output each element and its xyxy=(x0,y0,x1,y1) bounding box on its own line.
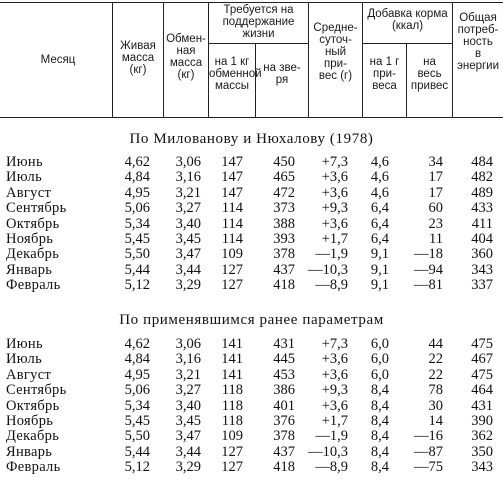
header-maintenance-line: Требуется на xyxy=(223,4,294,16)
cell-per-kg: 147 xyxy=(221,154,243,170)
header-per-total-gain-line: привес xyxy=(410,80,449,92)
table-row xyxy=(0,352,503,367)
cell-per-kg: 141 xyxy=(221,351,243,367)
header-per-kg-metabolic-line: массы xyxy=(214,80,250,92)
cell-total-need: 343 xyxy=(471,459,493,475)
cell-metabolic-mass: 3,06 xyxy=(175,154,201,170)
cell-month: Январь xyxy=(6,262,53,278)
header-metabolic-mass xyxy=(164,33,208,81)
cell-per-animal: 388 xyxy=(273,216,295,232)
cell-live-mass: 4,95 xyxy=(124,367,150,383)
cell-live-mass: 5,50 xyxy=(124,428,150,444)
cell-month: Июль xyxy=(6,169,42,185)
cell-total-need: 475 xyxy=(471,367,493,383)
cell-live-mass: 4,84 xyxy=(124,169,150,185)
cell-metabolic-mass: 3,45 xyxy=(175,231,201,247)
table-row xyxy=(0,460,503,475)
cell-per-total-gain: 23 xyxy=(428,216,443,232)
table-row xyxy=(0,247,503,262)
cell-daily-gain: +3,6 xyxy=(321,185,348,201)
cell-month: Июнь xyxy=(6,336,43,352)
cell-month: Февраль xyxy=(6,277,61,293)
header-maintenance-line: поддержание xyxy=(222,16,295,28)
cell-per-total-gain: —75 xyxy=(414,459,443,475)
cell-per-total-gain: —87 xyxy=(414,444,443,460)
table-row xyxy=(0,263,503,278)
header-per-gram-gain-line: при- xyxy=(373,68,396,80)
cell-month: Октябрь xyxy=(6,398,60,414)
cell-live-mass: 5,44 xyxy=(124,262,150,278)
cell-per-animal: 373 xyxy=(273,200,295,216)
cell-per-kg: 114 xyxy=(221,200,243,216)
header-per-total-gain-line: весь xyxy=(417,68,442,80)
header-total-energy-need-line: в энергии xyxy=(456,48,500,72)
cell-per-total-gain: —94 xyxy=(414,262,443,278)
cell-daily-gain: +9,3 xyxy=(321,200,348,216)
cell-month: Декабрь xyxy=(6,246,60,262)
cell-per-total-gain: —16 xyxy=(414,428,443,444)
cell-live-mass: 5,34 xyxy=(124,398,150,414)
cell-per-gram-gain: 8,4 xyxy=(370,459,389,475)
cell-metabolic-mass: 3,06 xyxy=(175,336,201,352)
cell-metabolic-mass: 3,47 xyxy=(175,428,201,444)
cell-per-total-gain: 60 xyxy=(428,200,443,216)
cell-per-gram-gain: 6,0 xyxy=(370,336,389,352)
table-row xyxy=(0,201,503,216)
cell-per-animal: 418 xyxy=(273,459,295,475)
cell-per-animal: 376 xyxy=(273,413,295,429)
cell-per-animal: 378 xyxy=(273,428,295,444)
cell-month: Сентябрь xyxy=(6,382,67,398)
cell-total-need: 475 xyxy=(471,336,493,352)
table-row xyxy=(0,155,503,170)
header-live-mass-line: масса xyxy=(121,52,155,64)
cell-daily-gain: —1,9 xyxy=(315,428,348,444)
header-rule xyxy=(0,2,503,3)
header-metabolic-mass-line: (кг) xyxy=(177,69,195,81)
cell-total-need: 350 xyxy=(471,444,493,460)
cell-metabolic-mass: 3,29 xyxy=(175,277,201,293)
header-per-kg-metabolic-line: на 1 кг xyxy=(214,56,250,68)
header-metabolic-mass-line: ная xyxy=(176,45,196,57)
cell-live-mass: 4,84 xyxy=(124,351,150,367)
cell-daily-gain: —8,9 xyxy=(315,277,348,293)
cell-daily-gain: +9,3 xyxy=(321,382,348,398)
header-month: Месяц xyxy=(40,54,76,66)
cell-live-mass: 5,34 xyxy=(124,216,150,232)
cell-per-kg: 127 xyxy=(221,277,243,293)
header-per-total-gain xyxy=(407,56,452,92)
cell-live-mass: 5,50 xyxy=(124,246,150,262)
header-feed-addition xyxy=(363,8,452,32)
cell-per-animal: 386 xyxy=(273,382,295,398)
cell-per-animal: 431 xyxy=(273,336,295,352)
cell-per-total-gain: 22 xyxy=(428,351,443,367)
header-total-energy-need xyxy=(453,12,503,72)
cell-month: Декабрь xyxy=(6,428,60,444)
table-row xyxy=(0,383,503,398)
header-daily-gain-line: Средне- xyxy=(313,22,358,34)
cell-metabolic-mass: 3,21 xyxy=(175,367,201,383)
cell-daily-gain: —8,9 xyxy=(315,459,348,475)
cell-per-kg: 114 xyxy=(221,231,243,247)
cell-per-kg: 147 xyxy=(221,185,243,201)
header-per-gram-gain-line: веса xyxy=(372,80,397,92)
cell-per-animal: 472 xyxy=(273,185,295,201)
cell-live-mass: 5,44 xyxy=(124,444,150,460)
cell-per-animal: 418 xyxy=(273,277,295,293)
cell-per-animal: 437 xyxy=(273,262,295,278)
cell-total-need: 337 xyxy=(471,277,493,293)
cell-month: Февраль xyxy=(6,459,61,475)
header-total-energy-need-line: Общая xyxy=(459,12,497,24)
header-live-mass-line: (кг) xyxy=(129,64,147,76)
header-live-mass-line: Живая xyxy=(120,40,156,52)
cell-per-gram-gain: 8,4 xyxy=(370,444,389,460)
cell-month: Сентябрь xyxy=(6,200,67,216)
cell-total-need: 360 xyxy=(471,246,493,262)
header-per-animal-line: ря xyxy=(275,74,289,86)
table-row xyxy=(0,445,503,460)
table-row xyxy=(0,399,503,414)
table-row xyxy=(0,170,503,185)
cell-per-gram-gain: 6,0 xyxy=(370,367,389,383)
header-per-animal xyxy=(256,62,308,86)
table-row xyxy=(0,337,503,352)
cell-daily-gain: +1,7 xyxy=(321,413,348,429)
cell-per-animal: 393 xyxy=(273,231,295,247)
header-maintenance-line: жизни xyxy=(242,28,275,40)
cell-per-kg: 109 xyxy=(221,246,243,262)
cell-per-total-gain: 17 xyxy=(428,169,443,185)
cell-daily-gain: +1,7 xyxy=(321,231,348,247)
header-feed-addition-line: (ккал) xyxy=(391,20,424,32)
cell-per-animal: 401 xyxy=(273,398,295,414)
cell-total-need: 433 xyxy=(471,200,493,216)
cell-per-gram-gain: 8,4 xyxy=(370,398,389,414)
cell-month: Июль xyxy=(6,351,42,367)
header-per-total-gain-line: на xyxy=(423,56,436,68)
cell-live-mass: 5,12 xyxy=(124,277,150,293)
cell-metabolic-mass: 3,29 xyxy=(175,459,201,475)
cell-total-need: 467 xyxy=(471,351,493,367)
cell-per-animal: 378 xyxy=(273,246,295,262)
cell-per-total-gain: —18 xyxy=(414,246,443,262)
table-row xyxy=(0,414,503,429)
header-per-gram-gain xyxy=(363,56,406,92)
cell-total-need: 390 xyxy=(471,413,493,429)
cell-per-total-gain: 11 xyxy=(429,231,443,247)
cell-month: Август xyxy=(6,185,52,201)
cell-per-animal: 445 xyxy=(273,351,295,367)
table-row xyxy=(0,368,503,383)
cell-daily-gain: —1,9 xyxy=(315,246,348,262)
section-title: По Милованову и Нюхалову (1978) xyxy=(129,131,374,147)
cell-per-total-gain: —81 xyxy=(414,277,443,293)
cell-per-total-gain: 22 xyxy=(428,367,443,383)
cell-per-total-gain: 44 xyxy=(428,336,443,352)
cell-month: Ноябрь xyxy=(6,413,54,429)
cell-per-kg: 118 xyxy=(221,413,243,429)
table-row xyxy=(0,217,503,232)
cell-total-need: 482 xyxy=(471,169,493,185)
cell-per-gram-gain: 4,6 xyxy=(370,154,389,170)
cell-per-total-gain: 14 xyxy=(428,413,443,429)
cell-daily-gain: +3,6 xyxy=(321,367,348,383)
cell-live-mass: 5,45 xyxy=(124,231,150,247)
cell-per-animal: 465 xyxy=(273,169,295,185)
cell-metabolic-mass: 3,16 xyxy=(175,351,201,367)
cell-per-kg: 141 xyxy=(221,367,243,383)
cell-total-need: 484 xyxy=(471,154,493,170)
cell-per-gram-gain: 4,6 xyxy=(370,185,389,201)
cell-per-kg: 114 xyxy=(221,216,243,232)
cell-month: Ноябрь xyxy=(6,231,54,247)
header-daily-gain-line: при- xyxy=(324,58,347,70)
header-rule xyxy=(0,117,503,118)
table-row xyxy=(0,186,503,201)
cell-live-mass: 4,62 xyxy=(124,154,150,170)
cell-per-kg: 118 xyxy=(221,398,243,414)
cell-daily-gain: +3,6 xyxy=(321,398,348,414)
cell-daily-gain: +3,6 xyxy=(321,169,348,185)
cell-daily-gain: —10,3 xyxy=(308,444,348,460)
cell-total-need: 431 xyxy=(471,398,493,414)
cell-per-animal: 437 xyxy=(273,444,295,460)
cell-metabolic-mass: 3,44 xyxy=(175,444,201,460)
cell-live-mass: 5,12 xyxy=(124,459,150,475)
cell-daily-gain: —10,3 xyxy=(308,262,348,278)
cell-daily-gain: +7,3 xyxy=(321,336,348,352)
cell-daily-gain: +3,6 xyxy=(321,351,348,367)
header-per-kg-metabolic xyxy=(209,56,262,92)
cell-per-gram-gain: 6,0 xyxy=(370,351,389,367)
cell-metabolic-mass: 3,45 xyxy=(175,413,201,429)
cell-total-need: 362 xyxy=(471,428,493,444)
cell-per-gram-gain: 6,4 xyxy=(370,216,389,232)
cell-per-total-gain: 17 xyxy=(428,185,443,201)
cell-total-need: 404 xyxy=(471,231,493,247)
cell-per-animal: 450 xyxy=(273,154,295,170)
cell-total-need: 464 xyxy=(471,382,493,398)
header-per-kg-metabolic-line: обменной xyxy=(209,68,262,80)
cell-total-need: 411 xyxy=(471,216,493,232)
cell-per-kg: 147 xyxy=(221,169,243,185)
cell-daily-gain: +3,6 xyxy=(321,216,348,232)
header-total-energy-need-line: ность xyxy=(463,36,493,48)
cell-live-mass: 5,06 xyxy=(124,382,150,398)
cell-total-need: 489 xyxy=(471,185,493,201)
cell-per-total-gain: 34 xyxy=(428,154,443,170)
cell-daily-gain: +7,3 xyxy=(321,154,348,170)
cell-metabolic-mass: 3,27 xyxy=(175,382,201,398)
cell-per-gram-gain: 9,1 xyxy=(370,246,389,262)
cell-month: Август xyxy=(6,367,52,383)
cell-live-mass: 5,06 xyxy=(124,200,150,216)
cell-metabolic-mass: 3,40 xyxy=(175,398,201,414)
cell-per-kg: 127 xyxy=(221,262,243,278)
header-feed-addition-line: Добавка корма xyxy=(367,8,448,20)
table-row xyxy=(0,278,503,293)
cell-per-gram-gain: 8,4 xyxy=(370,428,389,444)
cell-metabolic-mass: 3,21 xyxy=(175,185,201,201)
header-total-energy-need-line: потреб- xyxy=(457,24,499,36)
header-per-gram-gain-line: на 1 г xyxy=(369,56,400,68)
cell-per-gram-gain: 9,1 xyxy=(370,277,389,293)
cell-metabolic-mass: 3,44 xyxy=(175,262,201,278)
cell-per-gram-gain: 4,6 xyxy=(370,169,389,185)
cell-month: Октябрь xyxy=(6,216,60,232)
table-row xyxy=(0,429,503,444)
cell-per-gram-gain: 6,4 xyxy=(370,231,389,247)
cell-live-mass: 4,62 xyxy=(124,336,150,352)
header-metabolic-mass-line: масса xyxy=(169,57,203,69)
cell-per-animal: 453 xyxy=(273,367,295,383)
cell-per-gram-gain: 9,1 xyxy=(370,262,389,278)
cell-live-mass: 4,95 xyxy=(124,185,150,201)
cell-per-gram-gain: 8,4 xyxy=(370,413,389,429)
table-row xyxy=(0,232,503,247)
cell-metabolic-mass: 3,40 xyxy=(175,216,201,232)
cell-live-mass: 5,45 xyxy=(124,413,150,429)
cell-per-kg: 141 xyxy=(221,336,243,352)
cell-metabolic-mass: 3,47 xyxy=(175,246,201,262)
cell-per-gram-gain: 6,4 xyxy=(370,200,389,216)
header-rule xyxy=(208,43,308,44)
header-per-animal-line: на зве- xyxy=(263,62,301,74)
cell-per-kg: 109 xyxy=(221,428,243,444)
cell-month: Июнь xyxy=(6,154,43,170)
header-metabolic-mass-line: Обмен- xyxy=(166,33,206,45)
cell-per-total-gain: 30 xyxy=(428,398,443,414)
cell-per-total-gain: 78 xyxy=(428,382,443,398)
header-rule xyxy=(362,43,452,44)
header-maintenance xyxy=(209,4,308,40)
header-live-mass xyxy=(113,40,163,76)
header-daily-gain-line: ный xyxy=(324,46,347,58)
header-daily-gain-line: вес (г) xyxy=(318,70,353,82)
cell-metabolic-mass: 3,16 xyxy=(175,169,201,185)
cell-month: Январь xyxy=(6,444,53,460)
cell-metabolic-mass: 3,27 xyxy=(175,200,201,216)
cell-per-kg: 118 xyxy=(221,382,243,398)
cell-per-kg: 127 xyxy=(221,444,243,460)
cell-total-need: 343 xyxy=(471,262,493,278)
cell-per-gram-gain: 8,4 xyxy=(370,382,389,398)
cell-per-kg: 127 xyxy=(221,459,243,475)
header-daily-gain-line: суточ- xyxy=(319,34,352,46)
section-title: По применявшимся ранее параметрам xyxy=(119,312,384,328)
header-daily-gain xyxy=(309,22,362,82)
